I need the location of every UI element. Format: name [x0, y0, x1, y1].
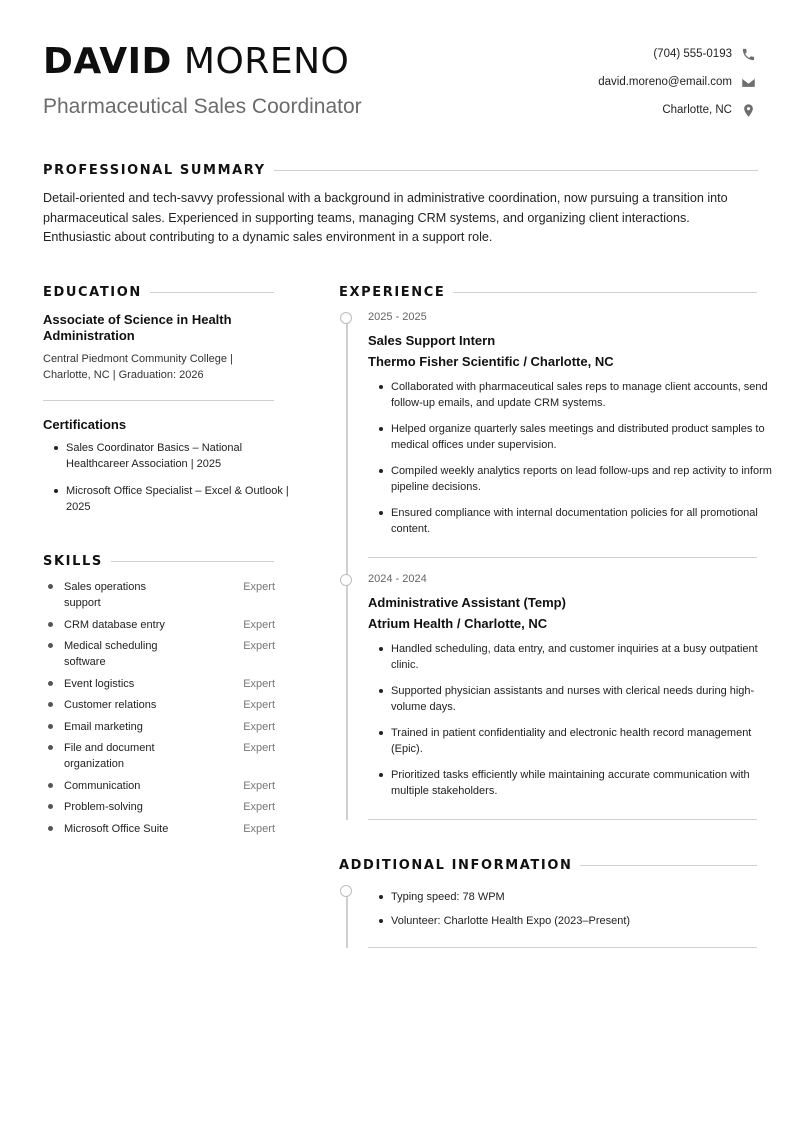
skill-name: Email marketing — [64, 720, 143, 733]
skills-list — [43, 579, 275, 842]
skill-level: Expert — [243, 581, 275, 593]
job-title: Pharmaceutical Sales Coordinator — [43, 95, 362, 118]
skill-item — [43, 579, 275, 611]
skill-item — [43, 617, 275, 633]
job-bullet: Compiled weekly analytics reports on lead follow-ups and rep activity to inform pipeline decisions. — [368, 463, 773, 495]
skill-name: Communication — [64, 779, 141, 792]
skill-item — [43, 799, 275, 815]
experience-title: EXPERIENCE — [339, 285, 446, 300]
skill-level: Expert — [243, 742, 275, 754]
last-name: MORENO — [183, 41, 350, 82]
skill-name: Customer relations — [64, 699, 157, 711]
skill-item — [43, 719, 275, 735]
skill-level: Expert — [243, 720, 275, 733]
skill-item — [43, 740, 275, 772]
phone-text: (704) 555-0193 — [653, 48, 732, 60]
contact-phone — [598, 40, 756, 68]
divider — [368, 947, 757, 948]
job-company: Atrium Health / Charlotte, NC — [368, 616, 548, 631]
skill-item — [43, 676, 275, 692]
certifications-title: Certifications — [43, 417, 127, 432]
job-bullets — [368, 641, 773, 809]
first-name: DAVID — [43, 41, 172, 82]
divider — [453, 292, 757, 293]
skills-title: SKILLS — [43, 554, 103, 569]
divider — [150, 292, 274, 293]
school-details: Central Piedmont Community College | Charlotte, NC | Graduation: 2026 — [43, 353, 233, 381]
job-dates: 2024 - 2024 — [368, 573, 427, 585]
contact-info — [598, 40, 756, 124]
job-company: Thermo Fisher Scientific / Charlotte, NC — [368, 354, 614, 369]
additional-item: Volunteer: Charlotte Health Expo (2023–Present) — [368, 913, 773, 929]
skill-item — [43, 778, 275, 794]
skill-level: Expert — [243, 822, 275, 835]
job-bullet: Supported physician assistants and nurses with clerical needs during high-volume days. — [368, 683, 773, 715]
location-text: Charlotte, NC — [662, 104, 732, 116]
phone-icon — [740, 46, 756, 62]
skill-name: Medical scheduling software — [64, 640, 158, 668]
job-bullets — [368, 379, 773, 547]
education-title: EDUCATION — [43, 285, 142, 300]
timeline-dot — [340, 574, 352, 586]
skill-name: Problem-solving — [64, 801, 143, 813]
envelope-icon — [740, 74, 756, 90]
job-position: Administrative Assistant (Temp) — [368, 595, 566, 610]
skill-name: Microsoft Office Suite — [64, 822, 169, 835]
timeline-dot — [340, 312, 352, 324]
job-bullet: Trained in patient confidentiality and electronic health record management (Epic). — [368, 725, 773, 757]
job-bullet: Ensured compliance with internal documentation policies for all promotional content. — [368, 505, 773, 537]
skill-level: Expert — [243, 779, 275, 792]
education-heading — [43, 285, 274, 300]
certification-item: Microsoft Office Specialist – Excel & Outlook | 2025 — [43, 483, 291, 515]
job-position: Sales Support Intern — [368, 333, 496, 348]
timeline-line — [346, 318, 348, 820]
skill-level: Expert — [243, 699, 275, 711]
certification-item: Sales Coordinator Basics – National Healthcareer Association | 2025 — [43, 440, 291, 472]
timeline-dot — [340, 885, 352, 897]
additional-list — [368, 889, 773, 939]
job-bullet: Collaborated with pharmaceutical sales reps to manage client accounts, send follow-up emails, and update CRM systems. — [368, 379, 773, 411]
skill-name: CRM database entry — [64, 618, 165, 631]
certifications-list — [43, 440, 291, 526]
skill-item — [43, 697, 275, 713]
skills-heading — [43, 554, 274, 569]
additional-title: ADDITIONAL INFORMATION — [339, 858, 573, 873]
job-bullet: Prioritized tasks efficiently while maintaining accurate communication with multiple stakeholders. — [368, 767, 773, 799]
summary-title: PROFESSIONAL SUMMARY — [43, 163, 266, 178]
experience-heading — [339, 285, 757, 300]
divider — [368, 557, 757, 558]
skill-level: Expert — [243, 640, 275, 652]
email-text: david.moreno@email.com — [598, 76, 732, 88]
map-pin-icon — [740, 102, 756, 118]
divider — [368, 819, 757, 820]
job-bullet: Helped organize quarterly sales meetings and distributed product samples to medical offices under supervision. — [368, 421, 773, 453]
divider — [580, 865, 757, 866]
skill-name: File and document organization — [64, 742, 155, 770]
skill-name: Event logistics — [64, 677, 135, 690]
job-dates: 2025 - 2025 — [368, 311, 427, 323]
summary-text: Detail-oriented and tech-savvy professional with a background in administrative coordination, now pursuing a transition into pharmaceutical sales. Experienced in supporting teams, managing CRM systems, and organizing client interactions. Enthusiastic about contributing to a dynamic sales environment in a support role. — [43, 191, 728, 244]
candidate-name — [43, 41, 350, 82]
skill-level: Expert — [243, 618, 275, 631]
divider — [111, 561, 274, 562]
divider — [274, 170, 758, 171]
contact-email — [598, 68, 756, 96]
skill-item — [43, 821, 275, 837]
skill-name: Sales operations support — [64, 581, 146, 609]
additional-heading — [339, 858, 757, 873]
skill-level: Expert — [243, 801, 275, 813]
additional-item: Typing speed: 78 WPM — [368, 889, 773, 905]
divider — [43, 400, 274, 401]
summary-heading — [43, 163, 758, 178]
job-bullet: Handled scheduling, data entry, and customer inquiries at a busy outpatient clinic. — [368, 641, 773, 673]
skill-item — [43, 638, 275, 670]
skill-level: Expert — [243, 677, 275, 690]
timeline-line — [346, 891, 348, 948]
degree-name: Associate of Science in Health Administration — [43, 312, 232, 343]
contact-location — [598, 96, 756, 124]
